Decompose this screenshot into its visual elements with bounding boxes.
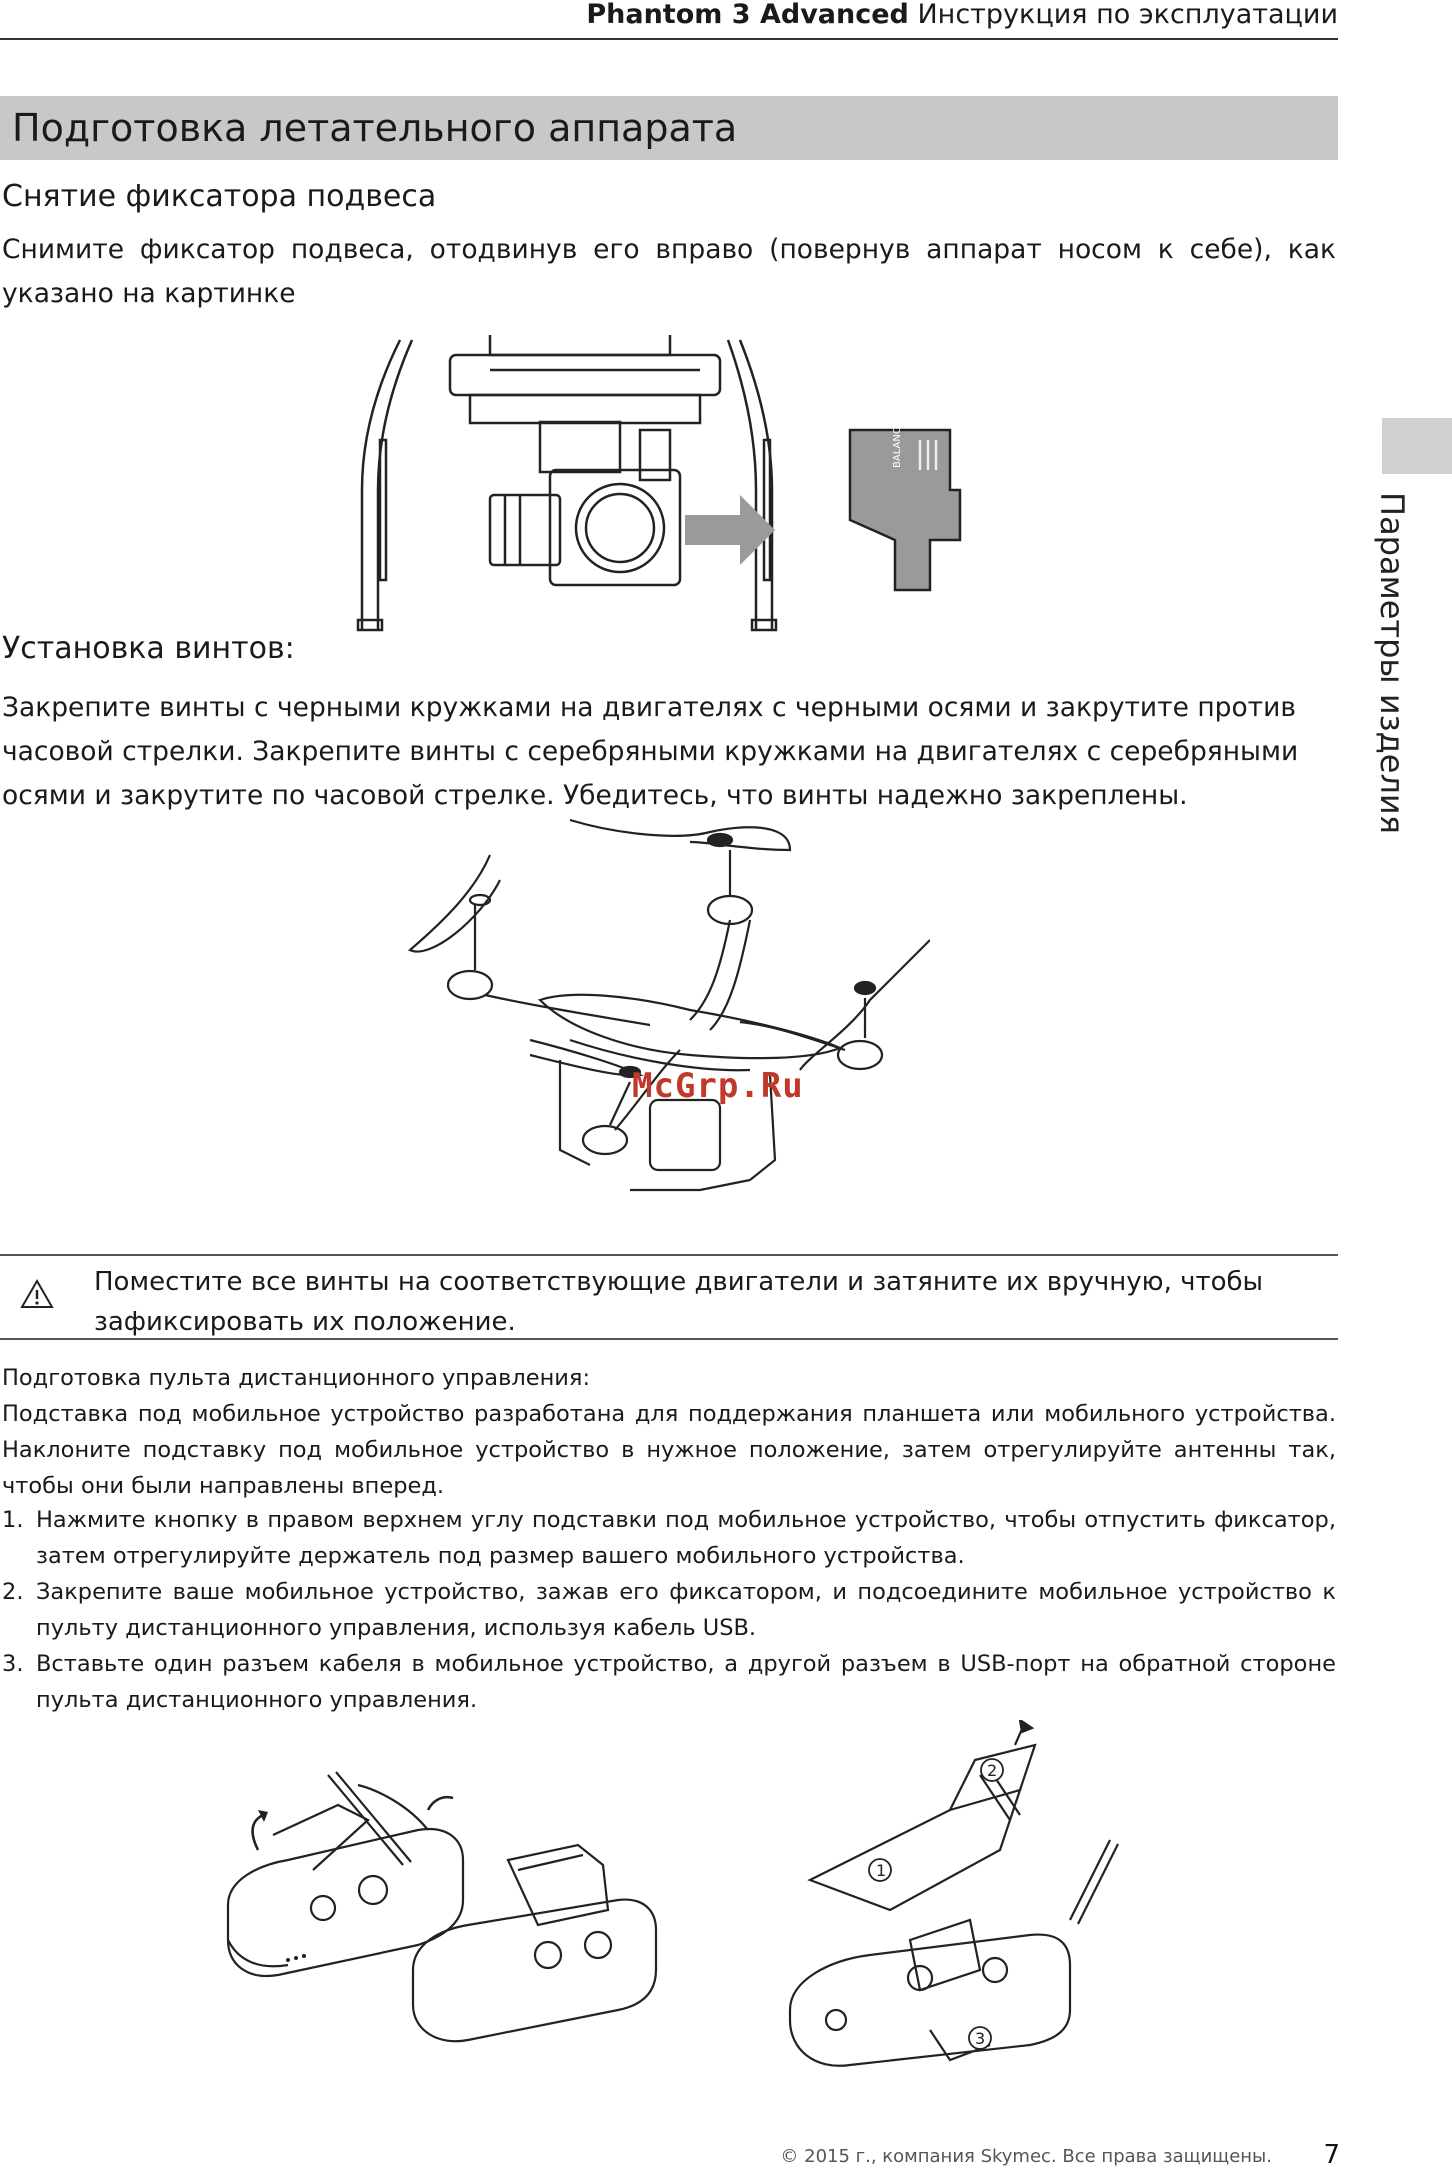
propellers-heading: Установка винтов:	[2, 631, 295, 666]
clamp-label: BALANCE	[892, 420, 903, 468]
drone-propeller-figure	[390, 810, 930, 1250]
step-2-number: 2.	[2, 1579, 24, 1605]
header-brand: Phantom 3 Advanced	[586, 0, 909, 30]
footer-copyright: © 2015 г., компания Skymec. Все права защищены.	[780, 2146, 1272, 2167]
side-tab-label	[1372, 492, 1412, 834]
gimbal-heading: Снятие фиксатора подвеса	[2, 179, 437, 214]
watermark: McGrp.Ru	[632, 1066, 804, 1106]
svg-text:1: 1	[876, 1861, 887, 1880]
side-tab-marker	[1382, 418, 1452, 474]
slide-right-arrow-icon	[685, 495, 775, 565]
callout-2	[981, 1759, 1003, 1781]
svg-text:2: 2	[987, 1761, 998, 1780]
warning-triangle-icon	[20, 1278, 54, 1310]
step-1-text: Нажмите кнопку в правом верхнем углу подставки под мобильное устройство, чтобы отпустить фиксатор, затем отрегулируйте держатель под размер вашего мобильного устройства.	[36, 1507, 1336, 1569]
page-header	[586, 0, 1338, 30]
gimbal-text: Снимите фиксатор подвеса, отодвинув его вправо (повернув аппарат носом к себе), как указано на картинке	[2, 234, 1336, 309]
step-3-text: Вставьте один разъем кабеля в мобильное устройство, а другой разъем в USB-порт на обратной стороне пульта дистанционного управления.	[36, 1651, 1336, 1713]
section-title: Подготовка летательного аппарата	[12, 106, 738, 150]
mobile-holder-figure	[770, 1720, 1130, 2090]
remote-heading: Подготовка пульта дистанционного управления:	[2, 1365, 591, 1391]
step-2-text: Закрепите ваше мобильное устройство, зажав его фиксатором, и подсоедините мобильное устройство к пульту дистанционного управления, используя кабель USB.	[36, 1579, 1336, 1641]
warning-bottom-rule	[0, 1338, 1338, 1340]
callout-1	[869, 1859, 891, 1881]
header-divider	[0, 38, 1338, 40]
warning-text: Поместите все винты на соответствующие двигатели и затяните их вручную, чтобы зафиксировать их положение.	[94, 1267, 1264, 1337]
remote-intro: Подставка под мобильное устройство разработана для поддержания планшета или мобильного устройства. Наклоните подставку под мобильное устройство в нужное положение, затем отрегулируйте антенны так, чтобы они были направлены вперед.	[2, 1401, 1336, 1499]
gimbal-clamp-figure	[340, 330, 980, 640]
page-number: 7	[1323, 2140, 1340, 2170]
propellers-text: Закрепите винты с черными кружками на двигателях с черными осями и закрутите против часовой стрелки. Закрепите винты с серебряными кружками на двигателях с серебряными осями и закрутите по часовой стрелке. Убедитесь, что винты надежно закреплены.	[2, 692, 1299, 811]
remote-tilt-figure	[218, 1760, 658, 2080]
tilt-arrow-icon	[253, 1815, 263, 1850]
step-3-number: 3.	[2, 1651, 24, 1677]
svg-text:3: 3	[975, 2029, 986, 2048]
callout-3	[969, 2027, 991, 2049]
antenna-arrow-icon	[428, 1797, 453, 1810]
side-tab-label-text: Параметры изделия	[1373, 492, 1411, 834]
step-1-number: 1.	[2, 1507, 24, 1533]
warning-top-rule	[0, 1254, 1338, 1256]
header-subtitle: Инструкция по эксплуатации	[917, 0, 1338, 30]
